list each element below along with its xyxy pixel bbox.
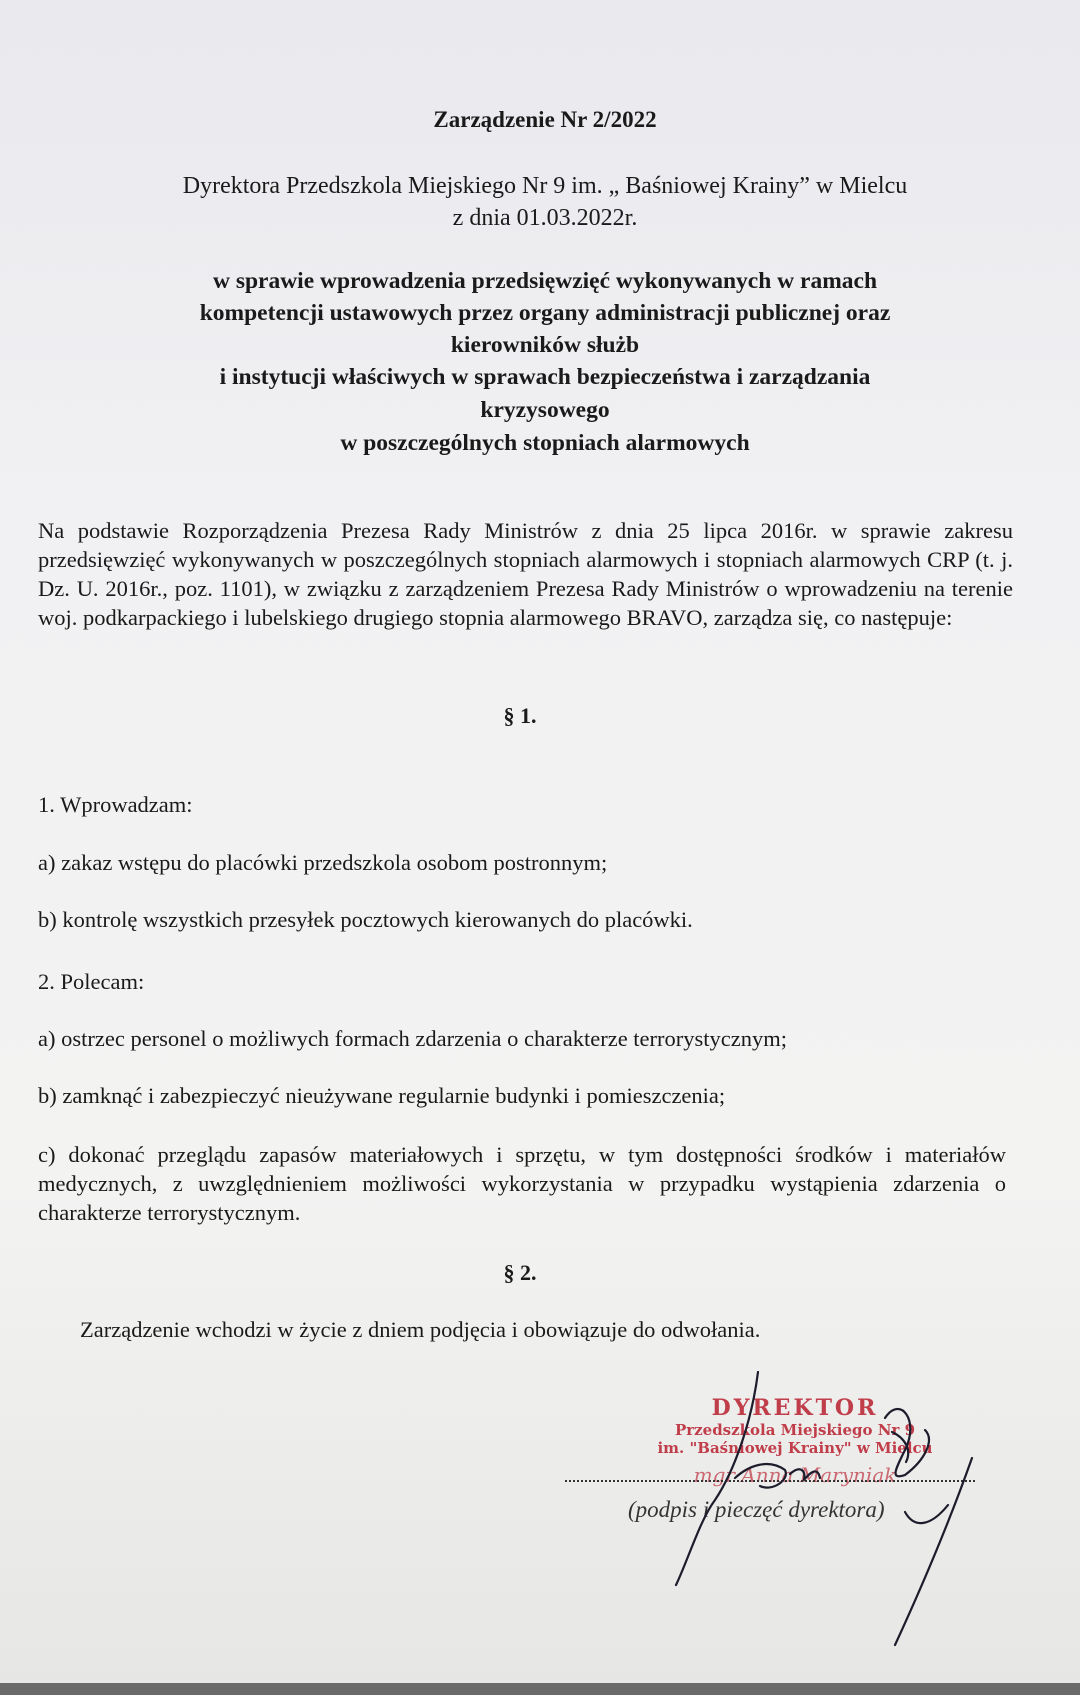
stamp-name: mgr Anna Maryniak [693,1463,897,1487]
list-item: 2. Polecam: [38,969,145,994]
section-1-heading: § 1. [503,703,537,728]
subject-line: w sprawie wprowadzenia przedsięwzięć wykonywanych w ramach [212,268,878,294]
subject-line: w poszczególnych stopniach alarmowych [340,430,750,456]
stamp-patron: im. "Baśniowej Krainy" w Mielcu [657,1439,933,1457]
list-item: c) dokonać przeglądu zapasów materiałowych i sprzętu, w tym dostępności środków i materiałów medycznych, z uwzględnieniem możliwości wykorzystania w przypadku wystąpienia zdarzenia o charakterze terrorystycznym. [38,1142,1006,1225]
stamp-title: DYREKTOR [711,1395,879,1421]
subject-line: i instytucji właściwych w sprawach bezpieczeństwa i zarządzania [219,364,871,390]
list-item: a) zakaz wstępu do placówki przedszkola osobom postronnym; [38,850,608,875]
section-2-heading: § 2. [503,1260,537,1285]
list-item: b) zamknąć i zabezpieczyć nieużywane regularnie budynki i pomieszczenia; [38,1083,726,1108]
issuer-line: Dyrektora Przedszkola Miejskiego Nr 9 im. „ Baśniowej Krainy” w Mielcu [182,173,908,199]
date-line: z dnia 01.03.2022r. [452,205,638,231]
subject-line: kierowników służb [450,332,640,358]
list-item: b) kontrolę wszystkich przesyłek pocztowych kierowanych do placówki. [38,907,693,932]
list-item: 1. Wprowadzam: [38,792,193,817]
list-item: a) ostrzec personel o możliwych formach zdarzenia o charakterze terrorystycznym; [38,1026,788,1051]
subject-line: kompetencji ustawowych przez organy administracji publicznej oraz [199,300,891,326]
legal-basis-paragraph: Na podstawie Rozporządzenia Prezesa Rady Ministrów z dnia 25 lipca 2016r. w sprawie zakresu przedsięwzięć wykonywanych w poszczególnych stopniach alarmowych i stopniach alarmowych CRP (t. j. Dz. U. 2016r., poz. 1101), w związku z zarządzeniem Prezesa Rady Ministrów o wprowadzeniu na terenie woj. podkarpackiego i lubelskiego drugiego stopnia alarmowego BRAVO, zarządza się, co następuje: [38,518,1013,630]
stamp-institution: Przedszkola Miejskiego Nr 9 [674,1421,916,1439]
signature-caption: (podpis i pieczęć dyrektora) [628,1497,885,1522]
scan-edge [0,1683,1080,1695]
document-title: Zarządzenie Nr 2/2022 [433,107,657,132]
subject-line: kryzysowego [480,397,610,423]
closing-statement: Zarządzenie wchodzi w życie z dniem podjęcia i obowiązuje do odwołania. [80,1317,761,1342]
